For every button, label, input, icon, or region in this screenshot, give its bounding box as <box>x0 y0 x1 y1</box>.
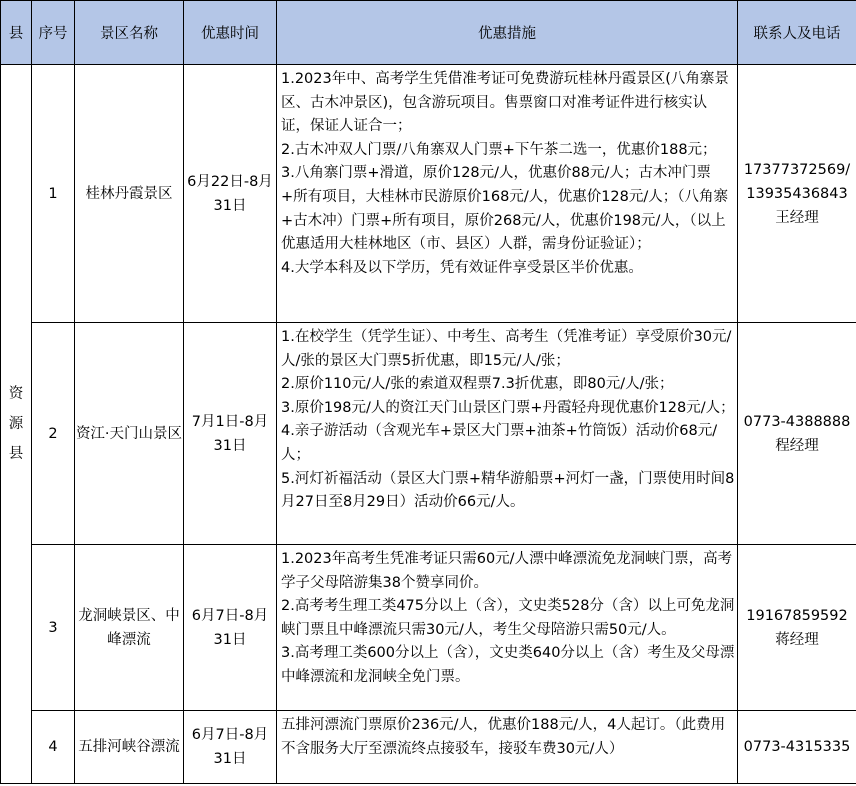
measure-item: 2.古木冲双人门票/八角寨双人门票+下午茶二选一，优惠价188元； <box>281 141 717 158</box>
row-no: 2 <box>32 323 75 545</box>
header-measures: 优惠措施 <box>277 1 738 65</box>
measure-item: 4.亲子游活动（含观光车+景区大门票+油茶+竹筒饭）活动价68元/人； <box>281 423 718 463</box>
measure-item: 2.高考考生理工类475分以上（含），文史类528分（含）以上可免龙洞峡门票且中峰漂流只需30元/人，考生父母陪游只需50元/人。 <box>281 598 735 638</box>
measure-item: 5.河灯祈福活动（景区大门票+精华游船票+河灯一盏，门票使用时间8月27日至8月29日）活动价66元/人。 <box>281 470 735 511</box>
discount-time: 7月1日-8月31日 <box>184 323 277 545</box>
county-cell: 资源县 <box>1 65 32 784</box>
contact-phone: 0773-4388888 <box>743 413 851 430</box>
scenic-name: 资江·天门山景区 <box>75 323 184 545</box>
contact-cell <box>738 711 856 784</box>
measure-item: 五排河漂流门票原价236元/人，优惠价188元/人，4人起订。（此费用不含服务大厅至漂流终点接驳车，接驳车费30元/人） <box>281 717 726 757</box>
scenic-name: 五排河峡谷漂流 <box>75 711 184 784</box>
measure-item: 3.八角寨门票+滑道，原价128元/人，优惠价88元/人；古木冲门票+所有项目，大桂林市民游原价168元/人，优惠价128元/人；（八角寨+古木冲）门票+所有项目，原价268元/人，优惠价198元/人，（以上优惠适用大桂林地区（市、县区）人群，需身份证验证）； <box>281 165 729 253</box>
header-county: 县 <box>1 1 32 65</box>
contact-cell <box>738 65 856 323</box>
discount-measures <box>277 545 738 711</box>
header-row <box>1 1 856 65</box>
contact-phone: 17377372569/ <box>743 161 851 178</box>
table-row <box>1 711 856 784</box>
contact-person: 蒋经理 <box>775 631 819 648</box>
contact-cell <box>738 545 856 711</box>
measure-item: 3.高考理工类600分以上（含），文史类640分以上（含）考生及父母漂中峰漂流和龙洞峡全免门票。 <box>281 645 735 685</box>
contact-phone: 13935436843 <box>746 185 848 202</box>
contact-phone: 19167859592 <box>746 607 848 624</box>
measure-item: 1.2023年中、高考学生凭借准考证可免费游玩桂林丹霞景区(八角寨景区、古木冲景区)，包含游玩项目。售票窗口对准考证件进行核实认证，保证人证合一； <box>281 71 729 135</box>
row-no: 1 <box>32 65 75 323</box>
measure-item: 2.原价110元/人/张的索道双程票7.3折优惠，即80元/人/张； <box>281 376 674 393</box>
contact-person: 程经理 <box>775 437 819 454</box>
discount-time: 6月7日-8月31日 <box>184 545 277 711</box>
measure-item: 1.在校学生（凭学生证）、中考生、高考生（凭准考证）享受原价30元/人/张的景区大门票5折优惠，即15元/人/张； <box>281 329 732 369</box>
header-name: 景区名称 <box>75 1 184 65</box>
table-row <box>1 65 856 323</box>
table-row <box>1 323 856 545</box>
contact-phone: 0773-4315335 <box>743 739 851 755</box>
measure-item: 4.大学本科及以下学历，凭有效证件享受景区半价优惠。 <box>281 259 643 276</box>
scenic-name: 龙洞峡景区、中峰漂流 <box>75 545 184 711</box>
contact-person: 王经理 <box>775 209 819 226</box>
header-time: 优惠时间 <box>184 1 277 65</box>
discount-measures <box>277 65 738 323</box>
measure-item: 1.2023年高考生凭准考证只需60元/人漂中峰漂流免龙洞峡门票，高考学子父母陪游集38个赞享同价。 <box>281 551 733 591</box>
row-no: 3 <box>32 545 75 711</box>
header-contact: 联系人及电话 <box>738 1 856 65</box>
header-no: 序号 <box>32 1 75 65</box>
discount-measures <box>277 323 738 545</box>
table-row <box>1 545 856 711</box>
row-no: 4 <box>32 711 75 784</box>
measure-item: 3.原价198元/人的资江天门山景区门票+丹霞轻舟现优惠价128元/人； <box>281 399 735 416</box>
scenic-name: 桂林丹霞景区 <box>75 65 184 323</box>
discount-time: 6月22日-8月31日 <box>184 65 277 323</box>
contact-cell <box>738 323 856 545</box>
discount-measures <box>277 711 738 784</box>
discount-time: 6月7日-8月31日 <box>184 711 277 784</box>
